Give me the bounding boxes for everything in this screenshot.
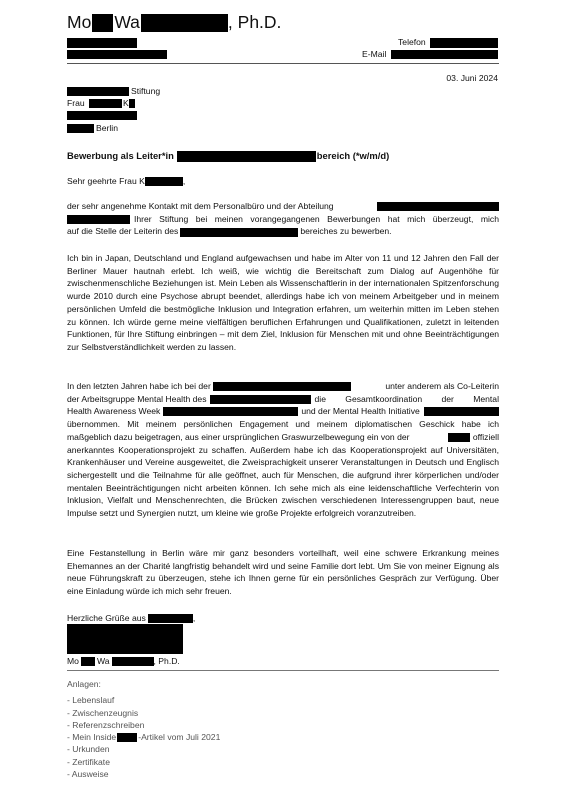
recipient-city: Berlin: [96, 123, 118, 133]
greeting-prefix: Sehr geehrte Frau K: [67, 176, 145, 186]
header-divider: [67, 63, 499, 64]
attachment-item: - Referenzschreiben: [67, 719, 145, 730]
para3-line2a: der Arbeitsgruppe Mental Health des: [67, 393, 207, 404]
recipient-name-row: [67, 97, 85, 110]
redaction-recipient-street: [67, 111, 137, 120]
subject-prefix: Bewerbung als Leiter*in: [67, 150, 174, 161]
redaction: [180, 228, 298, 237]
phone-label: Telefon: [398, 37, 426, 47]
attachment-article-suffix: -Artikel vom Juli 2021: [138, 732, 221, 743]
para1-line1: der sehr angenehme Kontakt mit dem Personalbüro und der Abteilung: [67, 201, 334, 211]
attachments: [67, 678, 220, 780]
footer-divider: [67, 670, 499, 671]
redaction: [112, 657, 154, 666]
redaction: [213, 382, 351, 391]
redaction: [163, 407, 298, 416]
greeting: [67, 175, 185, 188]
closing-prefix: Herzliche Grüße aus: [67, 613, 146, 623]
redaction-phone: [430, 38, 498, 48]
para1-line3a: auf die Stelle der Leiterin des: [67, 226, 179, 237]
letterhead-name: [67, 12, 281, 32]
redaction: [424, 407, 499, 416]
redaction: [377, 202, 499, 211]
redaction: [148, 613, 196, 623]
para3-line5b: offiziell: [472, 431, 499, 442]
recipient-name-letter: K: [123, 98, 129, 108]
paragraph-4: Eine Festanstellung in Berlin wäre mir ganz besonders vorteilhaft, weil eine schwere Erkrankung meines Ehemannes an der Charité langfristig behandelt wird und seine Familie dort lebt. Um Sie von meiner Eignung als neue Führungskraft zu überzeugen, stehe ich Ihnen gerne für ein persönliches Gespräch zur Verfügung. Über eine Einladung würde ich mich sehr freuen.: [67, 548, 499, 597]
para3-line3b: und der Mental Health Initiative: [301, 406, 420, 417]
signature-name: [67, 655, 180, 668]
para3-line1a: In den letzten Jahren habe ich bei der: [67, 381, 211, 391]
redaction: [92, 14, 113, 32]
redaction: [117, 733, 137, 742]
redaction-address-line-1: [67, 38, 137, 48]
redaction: [177, 151, 316, 162]
redaction-email: [391, 50, 498, 59]
redaction-recipient-org: [67, 87, 129, 96]
signature-redaction: [67, 624, 183, 654]
closing-suffix: ,: [192, 613, 196, 623]
redaction: [141, 14, 228, 32]
attachment-item: - Lebenslauf: [67, 695, 115, 706]
para3-line4: übernommen. Mit meinem persönlichen Engagement und meinem diplomatischen Geschick habe ich: [67, 419, 499, 430]
email-label: E-Mail: [362, 49, 387, 59]
redaction: [67, 215, 130, 224]
name-part-2: Wa: [114, 12, 140, 32]
name-part-1: Mo: [67, 12, 92, 32]
paragraph-1: [67, 200, 499, 238]
attachment-item: - Zertifikate: [67, 756, 110, 767]
name-title: , Ph.D.: [227, 12, 282, 32]
subject-line: [67, 149, 389, 162]
email-row: [362, 48, 386, 61]
attachment-article-prefix: - Mein Inside: [67, 732, 117, 743]
paragraph-2: Ich bin in Japan, Deutschland und England aufgewachsen und habe im Alter von 11 und 12 Jahren den Fall der Berliner Mauer hautnah erlebt. Ich weiß, wie wichtig die Bereitschaft zum Dialog auf Augenhöhe für zwischenmenschliche Beziehungen ist. Mein Leben als Wissenschaftlerin in der internationalen Spitzenforschung wurde 2010 durch eine Psychose abrupt beendet, allerdings habe ich von meinem Arbeitgeber und in meinem persönlichen Umfeld die bestmögliche Inklusion und Integration erfahren, um weiterhin mitten im Leben stehen zu können. Ich würde gerne meine vielfältigen beruflichen Erfahrungen und Qualifikationen, zuletzt in leitenden Funktionen, für Ihre Stiftung einbringen – mit dem Ziel, Inklusion für Menschen mit und ohne Beeinträchtigungen zur Selbstverständlichkeit werden zu lassen.: [67, 253, 499, 352]
para1-line3b: bereiches zu bewerben.: [300, 226, 392, 237]
phone-row: [398, 36, 426, 49]
paragraph-3: [67, 380, 499, 520]
para1-line2: Ihrer Stiftung bei meinen vorangegangenen Bewerbungen hat mich überzeugt, mich: [134, 213, 499, 224]
para3-line1b: unter anderem als Co-Leiterin: [385, 381, 499, 391]
greeting-suffix: ,: [182, 176, 186, 186]
para3-line5a: maßgeblich dazu beigetragen, aus einer ursprünglichen Graswurzelbewegung ein von der: [67, 431, 410, 442]
attachment-item-article: [67, 731, 220, 743]
para3-rest: anerkanntes Kooperationsprojekt zu schaffen. Außerdem habe ich das Kooperationsprojekt auf Universitäten, Krankenhäuser und Vereine ausgeweitet, die Zweisprachigkeit unserer Veranstaltungen in Deutsch und Englisch sichergestellt und die Teilnahme für alle geöffnet, auch für Menschen, die aufgrund ihrer körperlichen und/oder mentalen Beeinträchtigungen nicht arbeiten können. Ich sehe mich als eine leidenschaftliche Verfechterin von Inklusion, Vielfalt und Menschenrechten, die Brücken zwischen verschiedenen Interessengruppen baut, neue Impulse setzt und Synergien nutzt, um kleine wie große Projekte erfolgreich voranzutreiben.: [67, 444, 499, 519]
signature-name-part-1: Mo: [67, 656, 79, 666]
para3-line2b: die Gesamtkoordination der Mental: [314, 393, 499, 404]
redaction: [210, 395, 311, 404]
redaction: [145, 176, 186, 186]
attachments-heading: Anlagen:: [67, 679, 101, 689]
redaction: [448, 433, 470, 442]
redaction-recipient-name-end: [129, 99, 135, 108]
attachment-item: - Ausweise: [67, 769, 109, 780]
recipient-org: Stiftung: [131, 86, 161, 96]
redaction-address-line-2: [67, 50, 167, 59]
attachment-item: - Zwischenzeugnis: [67, 707, 139, 718]
recipient-salutation: Frau: [67, 98, 85, 108]
redaction-recipient-name: [89, 99, 122, 108]
redaction-recipient-zip: [67, 124, 94, 133]
para3-line3a: Health Awareness Week: [67, 406, 161, 417]
closing: [67, 612, 195, 625]
signature-name-part-2: Wa: [96, 656, 110, 666]
signature-title: , Ph.D.: [153, 656, 180, 666]
redaction: [81, 657, 95, 666]
attachment-item: - Urkunden: [67, 744, 110, 755]
subject-suffix: bereich (*w/m/d): [316, 150, 390, 161]
letter-date: 03. Juni 2024: [446, 73, 498, 83]
